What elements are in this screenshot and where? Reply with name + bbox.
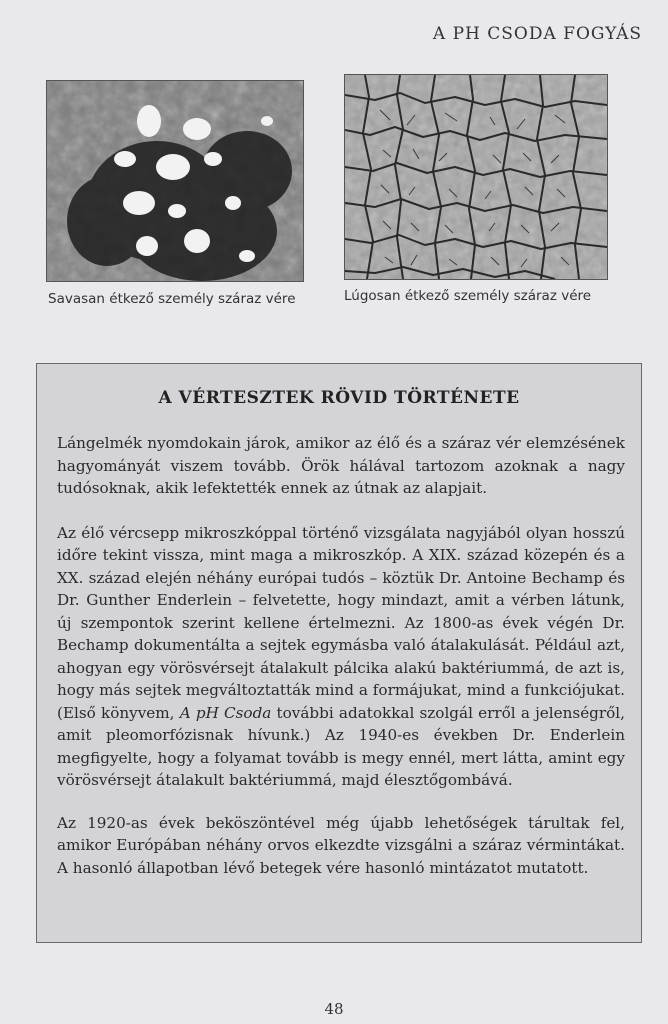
alkaline-blood-photo <box>344 74 608 280</box>
box-title: A VÉRTESZTEK RÖVID TÖRTÉNETE <box>158 388 520 408</box>
paragraph-2 <box>37 522 641 792</box>
book-title: A pH Csoda <box>179 703 272 722</box>
page-number: 48 <box>324 1000 344 1018</box>
acidic-blood-photo <box>46 80 304 282</box>
acidic-blood-image <box>47 81 303 281</box>
paragraph-2-text-end: további adatokkal szolgál erről a jelenségről, amit pleomorfózisnak hívunk.) Az 1940-es években Dr. Enderlein megfigyelte, hogy a folyamat tovább is megy ennél, mert látta, amint egy vörösvérsejt átalakult baktériummá, majd élesztőgombává. <box>57 703 625 789</box>
running-header: A PH CSODA FOGYÁS <box>432 24 642 44</box>
alkaline-blood-image <box>345 75 607 279</box>
paragraph-1: Lángelmék nyomdokain járok, amikor az élő és a száraz vér elemzésének hagyományát viszem tovább. Örök hálával tartozom azoknak a nagy tudósoknak, akik lefektették ennek az útnak az alapjait. <box>57 434 625 497</box>
blood-test-history-box <box>36 363 642 943</box>
paragraph-3: Az 1920-as évek beköszöntével még újabb lehetőségek tárultak fel, amikor Európában néhány orvos elkezdte vizsgálni a száraz vérmintákat. A hasonló állapotban lévő betegek vére hasonló mintázatot mutatott. <box>57 813 625 877</box>
alkaline-blood-caption: Lúgosan étkező személy száraz vére <box>344 288 592 304</box>
paragraph-2-text-start: Az élő vércsepp mikroszkóppal történő vizsgálata nagyjából olyan hosszú időre tekint vissza, mint maga a mikroszkóp. A XIX. század közepén és a XX. század elején néhány európai tudós – köztük Dr. Antoine Bechamp és Dr. Gunther Enderlein – felvetette, hogy mindazt, amit a vérben látunk, új szempontok szerint kellene értelmezni. Az 1800-as évek végén Dr. Bechamp dokumentálta a sejtek egymásba való átalakulását. Például azt, ahogyan egy vörösvérsejt átalakult pálcika alakú baktériummá, de azt is, hogy más sejtek megváltoztatták mind a formájukat, mind a funkciójukat. (Első könyvem, <box>57 523 625 722</box>
acidic-blood-caption: Savasan étkező személy száraz vére <box>48 291 296 307</box>
